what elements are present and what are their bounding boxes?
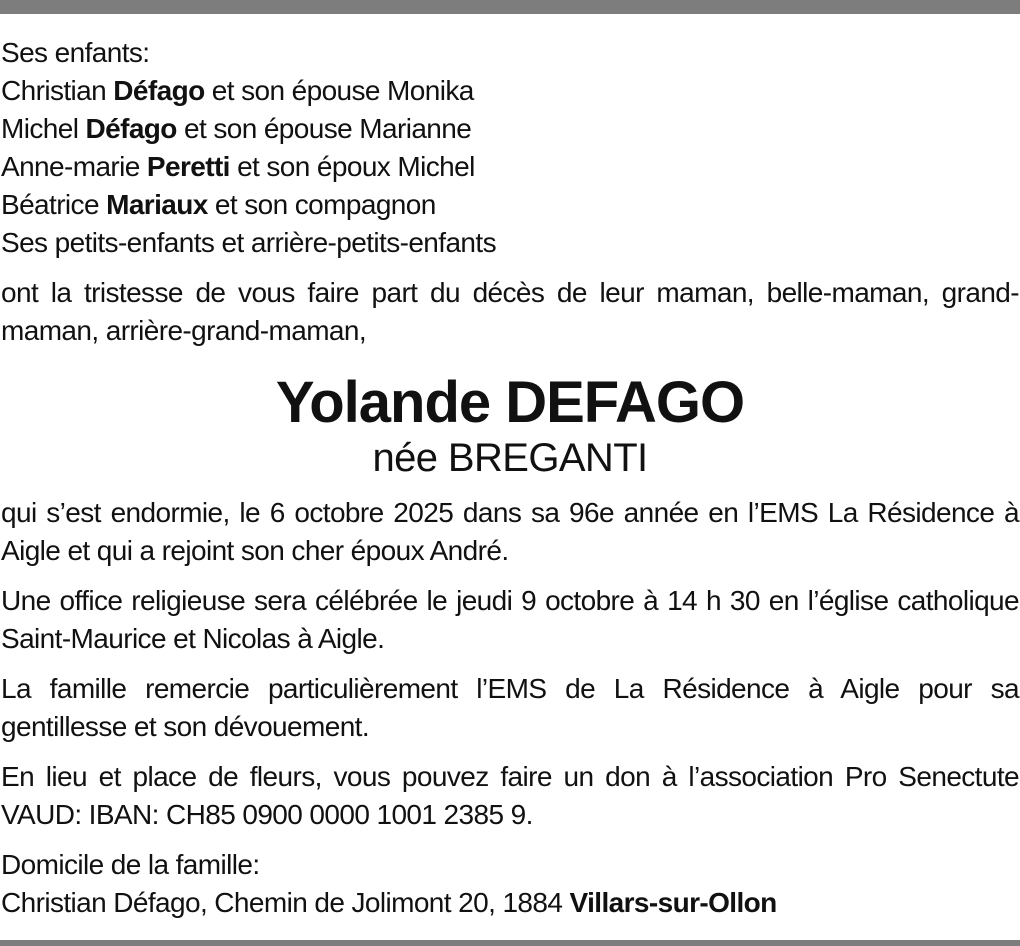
bottom-rule — [0, 940, 1020, 946]
family-member — [1, 110, 1019, 148]
member-relation: et son compagnon — [214, 189, 436, 220]
member-last-name: Défago — [113, 75, 205, 106]
member-first-name: Béatrice — [1, 189, 99, 220]
member-relation: et son époux Michel — [237, 151, 475, 182]
member-relation: et son épouse Monika — [211, 75, 474, 106]
family-member — [1, 186, 1019, 224]
domicile-label: Domicile de la famille: — [1, 849, 260, 880]
domicile-address: Christian Défago, Chemin de Jolimont 20, 1884 — [1, 887, 563, 918]
death-paragraph: qui s’est endormie, le 6 octobre 2025 dans sa 96e année en l’EMS La Résidence à Aigle et qui a rejoint son cher époux André. — [1, 497, 1019, 566]
top-rule — [0, 0, 1020, 14]
member-last-name: Mariaux — [106, 189, 208, 220]
obituary-notice — [1, 34, 1019, 922]
family-heading: Ses enfants: — [1, 37, 150, 68]
family-member — [1, 72, 1019, 110]
thanks-paragraph: La famille remercie particulièrement l’EMS de La Résidence à Aigle pour sa gentillesse et son dévouement. — [1, 673, 1019, 742]
member-first-name: Christian — [1, 75, 107, 106]
donation-paragraph: En lieu et place de fleurs, vous pouvez faire un don à l’association Pro Senectute VAUD: IBAN: CH85 0900 0000 1001 2385 9. — [1, 761, 1019, 830]
domicile-address-line — [1, 884, 1019, 922]
announcement-text: ont la tristesse de vous faire part du décès de leur maman, belle-maman, grand-maman, arrière-grand-maman, — [1, 277, 1019, 346]
member-last-name: Défago — [85, 113, 177, 144]
service-paragraph: Une office religieuse sera célébrée le jeudi 9 octobre à 14 h 30 en l’église catholique Saint-Maurice et Nicolas à Aigle. — [1, 585, 1019, 654]
family-list — [1, 34, 1019, 262]
domicile-block — [1, 846, 1019, 922]
domicile-town: Villars-sur-Ollon — [569, 887, 777, 918]
member-last-name: Peretti — [146, 151, 230, 182]
maiden-name: née BREGANTI — [372, 436, 648, 480]
member-relation: et son épouse Marianne — [183, 113, 472, 144]
deceased-name-block — [1, 372, 1019, 480]
member-first-name: Anne-marie — [1, 151, 140, 182]
grandchildren-line: Ses petits-enfants et arrière-petits-enfants — [1, 227, 496, 258]
member-first-name: Michel — [1, 113, 79, 144]
deceased-name: Yolande DEFAGO — [275, 370, 745, 435]
family-member — [1, 148, 1019, 186]
